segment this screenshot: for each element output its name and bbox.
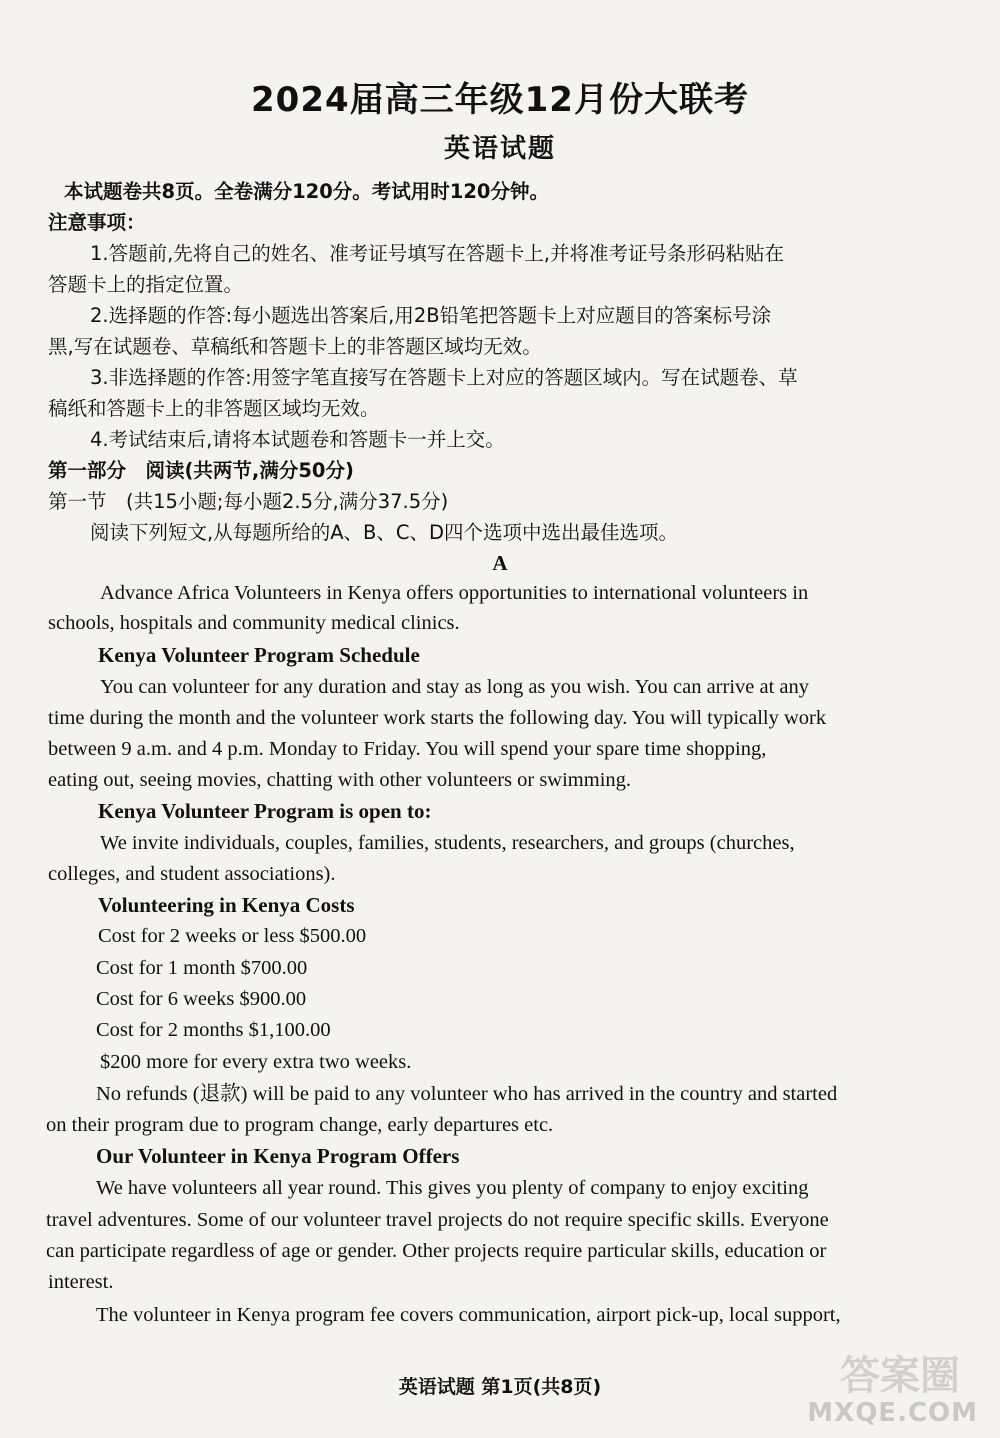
watermark-logo: 答案圈	[840, 1353, 960, 1399]
notice-label: 注意事项：	[48, 211, 146, 234]
notice-1b: 答题卡上的指定位置。	[48, 273, 244, 296]
exam-summary: 本试题卷共8页。全卷满分120分。考试用时120分钟。	[64, 180, 549, 203]
passage-p5b: travel adventures. Some of our volunteer travel projects do not require specific skills. Everyone	[46, 1209, 829, 1231]
passage-p5c: can participate regardless of age or gender. Other projects require particular skills, education or	[46, 1240, 827, 1262]
watermark-site: MXQE.COM	[807, 1398, 978, 1428]
exam-subtitle: 英语试题	[443, 134, 556, 164]
cost-line-5: $200 more for every extra two weeks.	[100, 1051, 412, 1073]
heading-schedule: Kenya Volunteer Program Schedule	[98, 643, 420, 667]
heading-open-to: Kenya Volunteer Program is open to:	[98, 799, 432, 823]
passage-p5a: We have volunteers all year round. This gives you plenty of company to enjoy exciting	[96, 1177, 809, 1199]
passage-p2d: eating out, seeing movies, chatting with other volunteers or swimming.	[48, 769, 632, 791]
cost-line-3: Cost for 6 weeks $900.00	[96, 988, 307, 1010]
cost-line-4: Cost for 2 months $1,100.00	[96, 1019, 331, 1041]
notice-1a: 1.答题前,先将自己的姓名、准考证号填写在答题卡上,并将准考证号条形码粘贴在	[90, 242, 785, 265]
notice-3a: 3.非选择题的作答:用签字笔直接写在答题卡上对应的答题区域内。写在试题卷、草	[90, 366, 798, 389]
passage-p1b: schools, hospitals and community medical clinics.	[48, 612, 460, 634]
passage-label: A	[492, 551, 508, 575]
passage-p1a: Advance Africa Volunteers in Kenya offers opportunities to international volunteers in	[100, 582, 809, 604]
subsection-heading: 第一节 (共15小题;每小题2.5分,满分37.5分)	[48, 490, 449, 513]
reading-instruction: 阅读下列短文,从每题所给的A、B、C、D四个选项中选出最佳选项。	[90, 521, 679, 544]
passage-p3a: We invite individuals, couples, families, students, researchers, and groups (churches,	[100, 832, 795, 854]
notice-2b: 黑,写在试题卷、草稿纸和答题卡上的非答题区域均无效。	[48, 335, 542, 358]
passage-p2b: time during the month and the volunteer work starts the following day. You will typically work	[48, 707, 827, 729]
heading-costs: Volunteering in Kenya Costs	[98, 893, 355, 917]
notice-3b: 稿纸和答题卡上的非答题区域均无效。	[48, 397, 380, 420]
passage-p6a: The volunteer in Kenya program fee covers communication, airport pick-up, local support,	[96, 1304, 841, 1326]
page-footer: 英语试题 第1页(共8页)	[398, 1376, 602, 1398]
part-heading: 第一部分 阅读(共两节,满分50分)	[48, 459, 354, 482]
passage-p3b: colleges, and student associations).	[48, 863, 336, 885]
passage-p5d: interest.	[48, 1271, 114, 1293]
exam-title: 2024届高三年级12月份大联考	[251, 80, 749, 120]
notice-4: 4.考试结束后,请将本试题卷和答题卡一并上交。	[90, 428, 505, 451]
passage-p4b: on their program due to program change, early departures etc.	[46, 1114, 554, 1136]
cost-line-1: Cost for 2 weeks or less $500.00	[98, 925, 367, 947]
notice-2a: 2.选择题的作答:每小题选出答案后,用2B铅笔把答题卡上对应题目的答案标号涂	[90, 304, 772, 327]
passage-p2a: You can volunteer for any duration and stay as long as you wish. You can arrive at any	[100, 676, 810, 698]
passage-p4a: No refunds (退款) will be paid to any volunteer who has arrived in the country and started	[96, 1083, 838, 1105]
passage-p2c: between 9 a.m. and 4 p.m. Monday to Friday. You will spend your spare time shopping,	[48, 738, 767, 760]
cost-line-2: Cost for 1 month $700.00	[96, 957, 308, 979]
heading-offers: Our Volunteer in Kenya Program Offers	[96, 1144, 460, 1168]
